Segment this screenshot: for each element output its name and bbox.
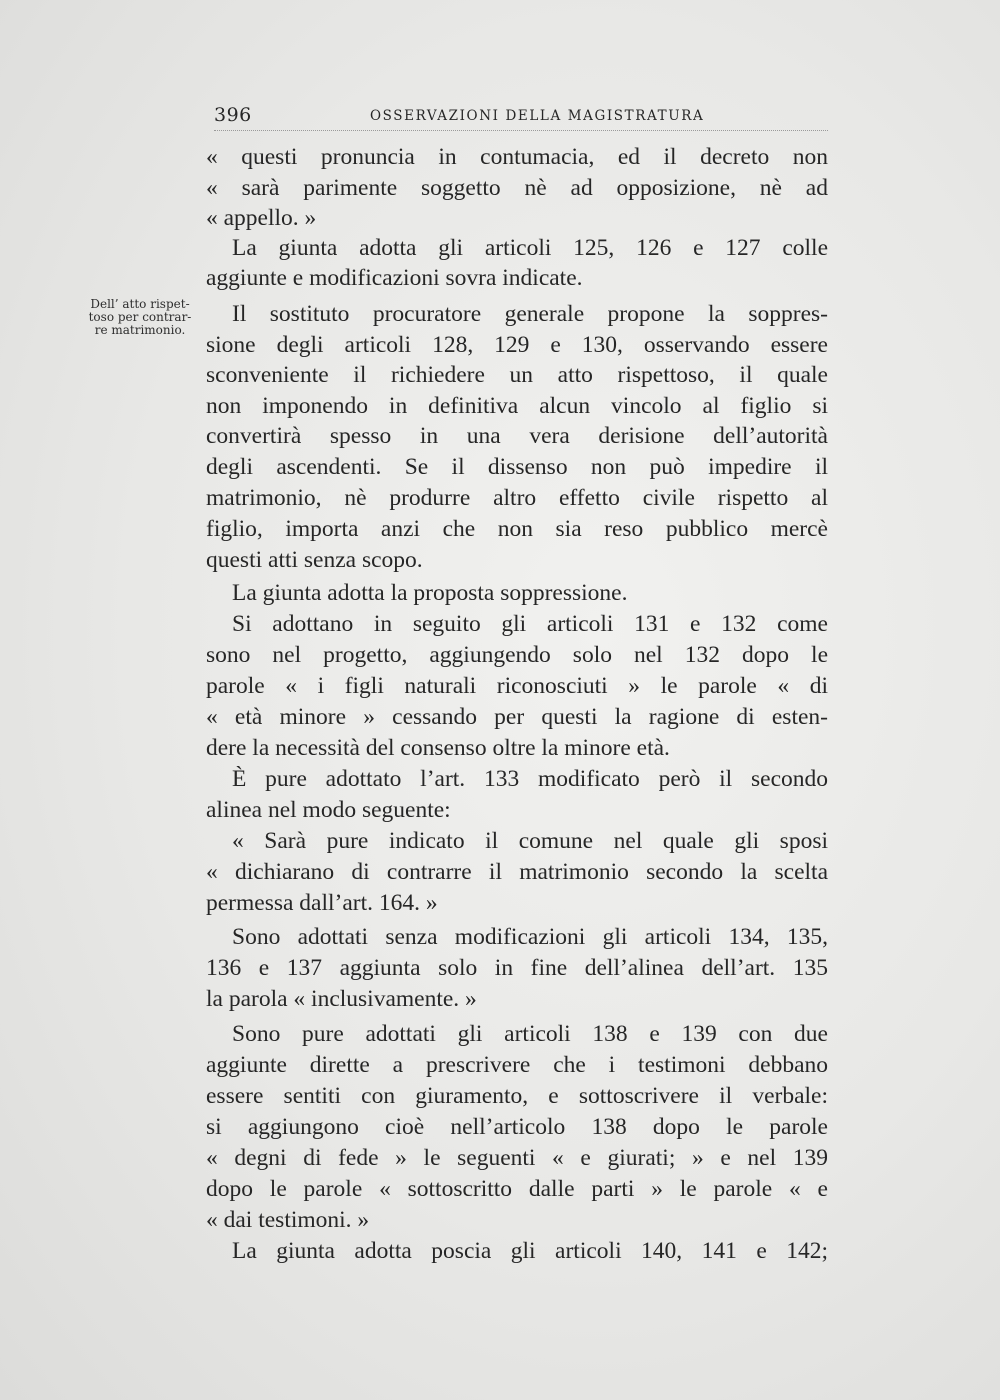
text-line: dere la necessità del consenso oltre la minore età.: [206, 735, 670, 761]
text-line: 136 e 137 aggiunta solo in fine dell’alinea dell’art. 135: [206, 955, 828, 981]
page-number: 396: [214, 104, 252, 126]
text-line: convertirà spesso in una vera derisione dell’autorità: [206, 423, 828, 449]
text-line: dopo le parole « sottoscritto dalle parti » le parole « e: [206, 1176, 828, 1202]
text-line: si aggiungono cioè nell’articolo 138 dopo le parole: [206, 1114, 828, 1140]
text-line: essere sentiti con giuramento, e sottoscrivere il verbale:: [206, 1083, 828, 1109]
text-line: « questi pronuncia in contumacia, ed il decreto non: [206, 144, 828, 170]
margin-note-line: re matrimonio.: [94, 323, 186, 337]
text-line: Si adottano in seguito gli articoli 131 e 132 come: [232, 611, 828, 637]
margin-note-line: toso per contrar-: [88, 310, 192, 324]
text-line: La giunta adotta la proposta soppressione.: [232, 580, 628, 606]
text-line: « appello. »: [206, 205, 317, 231]
text-line: permessa dall’art. 164. »: [206, 890, 438, 916]
text-line: « sarà parimente soggetto nè ad opposizione, nè ad: [206, 175, 828, 201]
text-line: La giunta adotta poscia gli articoli 140, 141 e 142;: [232, 1238, 828, 1264]
text-line: La giunta adotta gli articoli 125, 126 e 127 colle: [232, 235, 828, 261]
text-line: Il sostituto procuratore generale propone la soppres-: [232, 301, 828, 327]
margin-note-line: Dell’ atto rispet-: [90, 297, 190, 311]
text-line: figlio, importa anzi che non sia reso pubblico mercè: [206, 516, 828, 542]
text-line: degli ascendenti. Se il dissenso non può impedire il: [206, 454, 828, 480]
text-line: sione degli articoli 128, 129 e 130, osservando essere: [206, 332, 828, 358]
text-line: la parola « inclusivamente. »: [206, 986, 477, 1012]
text-line: Sono pure adottati gli articoli 138 e 139 con due: [232, 1021, 828, 1047]
text-line: matrimonio, nè produrre altro effetto civile rispetto al: [206, 485, 828, 511]
text-line: « dai testimoni. »: [206, 1207, 370, 1233]
text-line: aggiunte e modificazioni sovra indicate.: [206, 265, 583, 291]
text-line: sconveniente il richiedere un atto rispettoso, il quale: [206, 362, 828, 388]
text-line: non imponendo in definitiva alcun vincolo al figlio si: [206, 393, 828, 419]
text-line: questi atti senza scopo.: [206, 547, 423, 573]
page-header: [214, 102, 828, 131]
text-line: Sono adottati senza modificazioni gli articoli 134, 135,: [232, 924, 828, 950]
text-line: « degni di fede » le seguenti « e giurati; » e nel 139: [206, 1145, 828, 1171]
text-line: « età minore » cessando per questi la ragione di esten-: [206, 704, 828, 730]
text-line: sono nel progetto, aggiungendo solo nel 132 dopo le: [206, 642, 828, 668]
text-line: È pure adottato l’art. 133 modificato però il secondo: [232, 766, 828, 792]
text-line: alinea nel modo seguente:: [206, 797, 451, 823]
text-line: aggiunte dirette a prescrivere che i testimoni debbano: [206, 1052, 828, 1078]
margin-note: [70, 298, 210, 337]
text-line: « dichiarano di contrarre il matrimonio secondo la scelta: [206, 859, 828, 885]
text-line: parole « i figli naturali riconosciuti » le parole « di: [206, 673, 828, 699]
running-head: OSSERVAZIONI DELLA MAGISTRATURA: [370, 108, 705, 124]
text-line: « Sarà pure indicato il comune nel quale gli sposi: [232, 828, 828, 854]
